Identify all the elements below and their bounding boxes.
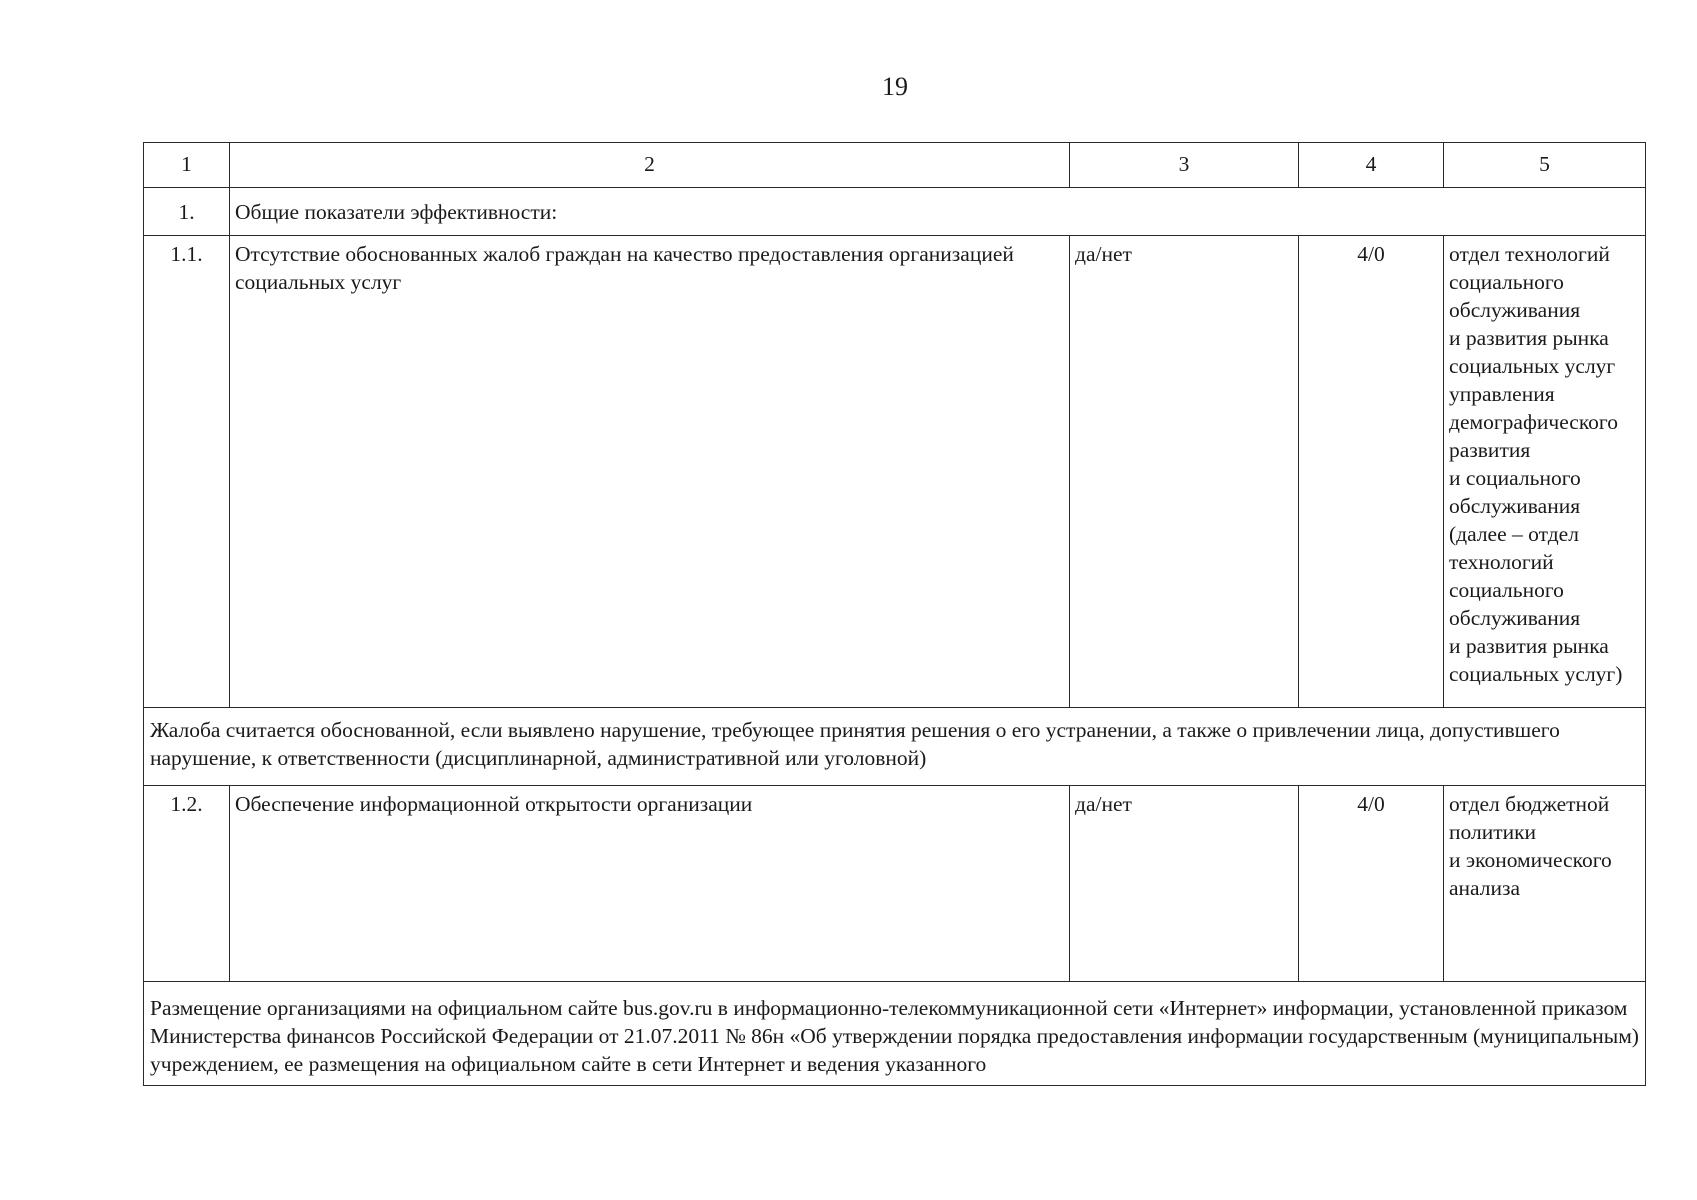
column-header: 3 bbox=[1070, 143, 1299, 188]
responsible-line: обслуживания bbox=[1449, 606, 1581, 630]
responsible-department bbox=[1444, 236, 1646, 708]
responsible-line: социального bbox=[1449, 270, 1564, 294]
responsible-line: социального bbox=[1449, 578, 1564, 602]
responsible-line: отдел бюджетной bbox=[1449, 792, 1610, 816]
responsible-line: развития bbox=[1449, 438, 1531, 462]
section-title: Общие показатели эффективности: bbox=[230, 188, 1646, 236]
indicator-score: 4/0 bbox=[1299, 786, 1444, 982]
responsible-line: социальных услуг bbox=[1449, 354, 1616, 378]
responsible-line: и социального bbox=[1449, 466, 1581, 490]
indicator-unit: да/нет bbox=[1070, 786, 1299, 982]
table-header-row bbox=[144, 143, 1646, 188]
section-number: 1. bbox=[144, 188, 230, 236]
row-number: 1.1. bbox=[144, 236, 230, 708]
column-header: 5 bbox=[1444, 143, 1646, 188]
indicator-name: Отсутствие обоснованных жалоб граждан на качество предоставления организацией социальных услуг bbox=[230, 236, 1070, 708]
indicator-name: Обеспечение информационной открытости организации bbox=[230, 786, 1070, 982]
section-row bbox=[144, 188, 1646, 236]
responsible-line: управления bbox=[1449, 382, 1555, 406]
row-number: 1.2. bbox=[144, 786, 230, 982]
responsible-line: (далее – отдел bbox=[1449, 522, 1579, 546]
responsible-department bbox=[1444, 786, 1646, 982]
indicator-note: Жалоба считается обоснованной, если выявлено нарушение, требующее принятия решения о его устранении, а также о привлечении лица, допустившего нарушение, к ответственности (дисциплинарной, административной или уголовной) bbox=[144, 708, 1646, 786]
column-header: 2 bbox=[230, 143, 1070, 188]
responsible-line: политики bbox=[1449, 820, 1537, 844]
responsible-line: технологий bbox=[1449, 550, 1554, 574]
page-number: 19 bbox=[882, 72, 908, 101]
indicator-unit: да/нет bbox=[1070, 236, 1299, 708]
responsible-line: обслуживания bbox=[1449, 298, 1581, 322]
indicators-table bbox=[143, 142, 1646, 1086]
responsible-line: демографического bbox=[1449, 410, 1618, 434]
column-header: 1 bbox=[144, 143, 230, 188]
responsible-line: отдел технологий bbox=[1449, 242, 1610, 266]
note-row bbox=[144, 982, 1646, 1086]
table-row bbox=[144, 236, 1646, 708]
indicator-score: 4/0 bbox=[1299, 236, 1444, 708]
responsible-line: социальных услуг) bbox=[1449, 662, 1623, 686]
responsible-line: обслуживания bbox=[1449, 494, 1581, 518]
column-header: 4 bbox=[1299, 143, 1444, 188]
responsible-line: и экономического bbox=[1449, 848, 1612, 872]
responsible-line: анализа bbox=[1449, 876, 1521, 900]
indicator-note: Размещение организациями на официальном сайте bus.gov.ru в информационно-телекоммуникационной сети «Интернет» информации, установленной приказом Министерства финансов Российской Федерации от 21.07.2011 № 86н «Об утверждении порядка предоставления информации государственным (муниципальным) учреждением, ее размещения на официальном сайте в сети Интернет и ведения указанного bbox=[144, 982, 1646, 1086]
note-row bbox=[144, 708, 1646, 786]
table-row bbox=[144, 786, 1646, 982]
responsible-line: и развития рынка bbox=[1449, 634, 1609, 658]
responsible-line: и развития рынка bbox=[1449, 326, 1609, 350]
